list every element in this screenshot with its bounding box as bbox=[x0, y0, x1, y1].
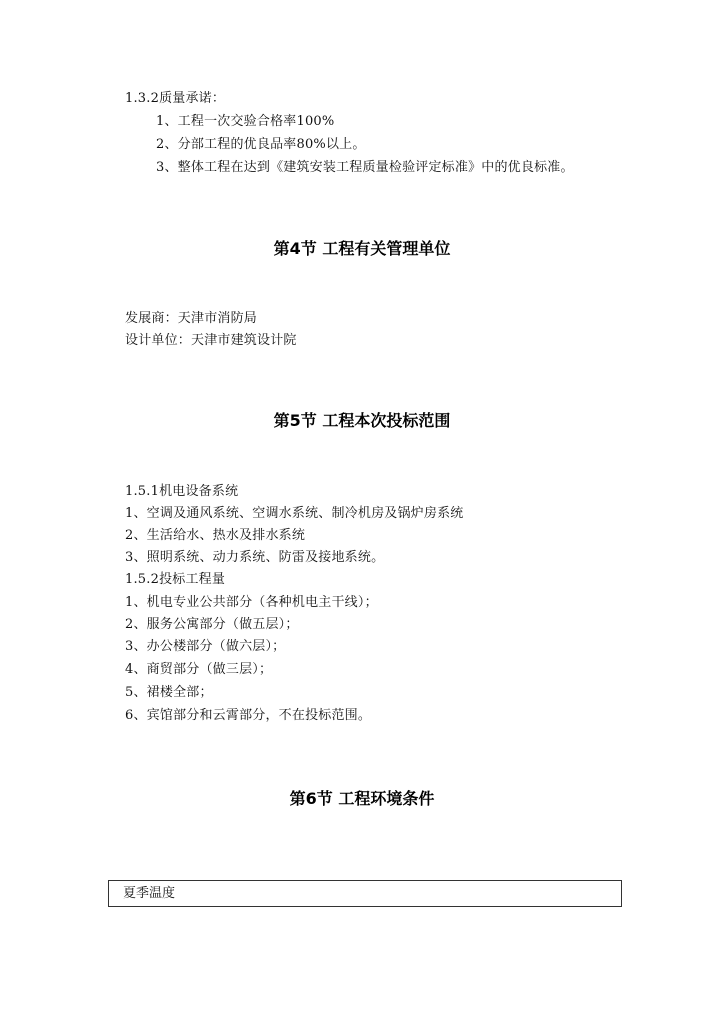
scope-line: 3、办公楼部分（做六层）； bbox=[125, 639, 286, 654]
quality-item: 1、工程一次交验合格率100% bbox=[156, 114, 335, 129]
section-6-title: 第6节 工程环境条件 bbox=[289, 789, 435, 808]
scope-line: 1.5.2投标工程量 bbox=[125, 572, 226, 587]
scope-line: 4、商贸部分（做三层）； bbox=[125, 662, 273, 677]
environment-table bbox=[108, 880, 622, 907]
scope-line: 1、机电专业公共部分（各种机电主干线）； bbox=[125, 595, 378, 610]
scope-line: 2、服务公寓部分（做五层）； bbox=[125, 617, 299, 632]
table-cell-summer-temperature: 夏季温度 bbox=[123, 886, 176, 901]
quality-heading: 1.3.2质量承诺： bbox=[125, 91, 226, 106]
quality-item: 2、分部工程的优良品率80%以上。 bbox=[156, 137, 366, 152]
section-5-title: 第5节 工程本次投标范围 bbox=[273, 411, 451, 430]
section-4-title: 第4节 工程有关管理单位 bbox=[273, 239, 451, 258]
scope-line: 2、生活给水、热水及排水系统 bbox=[125, 528, 306, 543]
scope-line: 5、裙楼全部； bbox=[125, 685, 213, 700]
scope-line: 3、照明系统、动力系统、防雷及接地系统。 bbox=[125, 550, 385, 565]
developer-line: 发展商：天津市消防局 bbox=[125, 311, 258, 326]
design-unit-line: 设计单位：天津市建筑设计院 bbox=[125, 333, 297, 348]
scope-line: 6、宾馆部分和云霄部分，不在投标范围。 bbox=[125, 708, 372, 723]
scope-line: 1、空调及通风系统、空调水系统、制冷机房及锅炉房系统 bbox=[125, 506, 464, 521]
scope-line: 1.5.1机电设备系统 bbox=[125, 484, 239, 499]
quality-item: 3、整体工程在达到《建筑安装工程质量检验评定标准》中的优良标准。 bbox=[156, 160, 574, 175]
